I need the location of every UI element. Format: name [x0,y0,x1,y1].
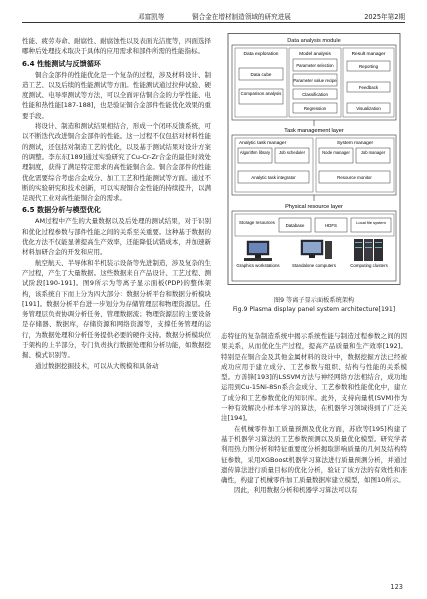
job-scheduler-label: Job scheduler [278,150,306,155]
visualization-label: Visualization [356,106,381,111]
parameter-value-label: Parameter value recipe [293,78,337,83]
header-rule [22,22,405,23]
resource-monitor-label: Resource monitor [337,175,372,180]
section-heading-6-4: 6.4 性能测试与反馈循环 [22,58,101,68]
data-cube-label: Data cube [250,72,272,77]
right-column [221,331,407,496]
feedback-label: Feedback [358,85,379,90]
caption-en: Fig.9 Plasma display panel system architecture[191] [232,306,396,313]
storage-resources-label: Storage resources [239,220,275,225]
algorithm-library-label: Algorithm library [239,150,271,155]
computing-clusters-label: Computing clusters [350,263,388,268]
paragraph: AM过程中产生的大量数据以及后处理的测试结果，对于识别和优化过程参数与部件性能之间的关系至关重要。这种基于数据的优化方法不仅能显著提高生产效率，还能降低试错成本，并加速新材料加研合金的开发和应用。 [22,217,211,257]
header-title: 铜合金在增材制造领域的研究进展 [192,13,291,21]
task-layer-title: Task management layer [284,128,344,134]
analysis-module-title: Data analysis module [287,38,341,44]
analytic-integrator-label: Analytic task integrator [251,175,296,180]
classification-label: Classification [302,92,328,97]
model-analysis-label: Model analysis [299,52,331,57]
paragraph: 航空航天、半导体和半机装示设备等先进制造，涉及复杂的生产过程，产生了大量数据。这些数据来自产品设计、工艺过程、测试阶段[190-191]。图9所示为等离子显示面板(PDP)的整体架构，该系统自下而上分为四大部分：数据分析平台和数据分析模块[191]。数据分析平台进一步划分为存储管理层和物理资源层。任务管理层负责协调分析任务、管理数据流；物理资源层的主要设备是存储器、数据库，存储资源和网络资源等，支撑任务管理的运行，为数据处理和分析任务提供必要的硬件支持。数据分析模块位于架构的上半部分，专门负责执行数据处理和分析功能，如数据挖掘、模式识别等。 [22,258,211,360]
paragraph: 通过数据挖掘技术，可以从大规模和具备动 [35,361,159,370]
paragraph: 性能、疲劳寿命、耐腐性、耐腐蚀性以及表面光洁度等，四面选择哪种后处理技术取决于具体的应用需求和部件所需的性能指标。 [22,37,211,56]
graphics-workstations-label: Graphics workstations [236,263,280,268]
comparison-label: Comparison analysis [240,91,282,96]
exploration-label: Data exploration [243,52,279,57]
paragraph: 态特征的复杂制造系统中揭示系统性能与制造过程参数之间的因果关系，从而优化生产过程，提高产品质量和生产效率[192]。特别是在铜合金及其他金属材料的设计中，数据挖掘方法已经被成功应用于建立成分、工艺参数与组织、结构与性能的关系模型。方善锋[193]的LSSVM方法与神经网络方法相结合，成功地运用到Cu-15Ni-8Sn系合金成分、工艺参数和性能优化中，建立了成分和工艺参数优化的知识库。此外，支持向量机(SVM)作为一种有效解决小样本学习的算法，在机器学习领域得到了广泛关注[194]。 [221,332,407,423]
figure-caption [221,296,407,314]
left-column [22,36,211,371]
analytic-task-manager-label: Analytic task manager [239,141,287,146]
figure-9 [221,33,407,285]
result-management-label: Result manager [351,52,386,57]
reporting-label: Reporting [358,64,379,69]
section-heading-6-5: 6.5 数据分析与模型优化 [22,205,101,215]
workstation-icon [244,241,272,261]
hdfs-label: HDFS [325,223,337,228]
architecture-diagram [221,33,407,287]
header-author: 邓富凯等 [138,13,165,21]
paragraph: 在机械零件加工质量预测及优化方面，苏欣等[195]构建了基于机器学习算法的工艺参数预测以及质量优化模型。研究学者利用热力图分析和特征重要度分析揭取影响质量的几何及结构特征参数，采用XGBoost机器学习算法进行质量预测分析，并通过遗传算法进行质量目标的优化分析，验证了该方法的有效性和准确性，构建了机械零件加工质量数据库建立模型，如图10所示。 [221,424,407,485]
paragraph: 铜合金部件的性能优化是一个复杂的过程，涉及材料设计、制造工艺、以及后续的性能测试等方面。性能测试通过拉伸试验、硬度测试、电导率测试等方法，可以全面评估铜合金的力学性能、电性能和热性能[187-188]，也是验证铜合金部件性能优化效果的重要手段。 [22,70,211,120]
paragraph: 将设计、制造和测试结果相结合，形成一个闭环反馈系统，可以不断迭代改进铜合金部件的性能。这一过程不仅包括对材料性能的测试，还包括对制造工艺的优化，以及基于测试结果对设计方案的调整。李东东[189]通过实验研究了Cu-Cr-Zr合金的最佳时效处理制度，获得了满足特定需求的高性能铜合金。铜合金部件的性能优化需要综合考虑合金成分、加工工艺和性能测试等方面。通过不断的实验研究和技术创新，可以实现铜合金性能的持续提升，以满足现代工业对高性能铜合金的需求。 [22,122,211,203]
running-header [22,9,405,23]
regression-label: Regression [303,106,327,111]
node-manager-label: Node manager [322,150,350,155]
local-file-label: Local file system [356,220,386,225]
page-number: 123 [390,583,403,591]
caption-zh: 图9 等离子显示面板系统架构 [273,297,355,304]
physical-layer-title: Physical resource layer [285,204,343,210]
system-manager-label: System manager [336,141,374,146]
job-manager-label: Job manager [360,150,386,155]
parameter-selection-label: Parameter selection [296,63,334,68]
paragraph: 因此，利用数据分析和机器学习算法可以有 [234,486,358,495]
database-label: Database [285,223,305,228]
header-issue: 2025年第2期 [364,13,405,21]
standalone-computers-label: Standalone computers [292,263,336,268]
server-rack-icon [354,239,383,261]
